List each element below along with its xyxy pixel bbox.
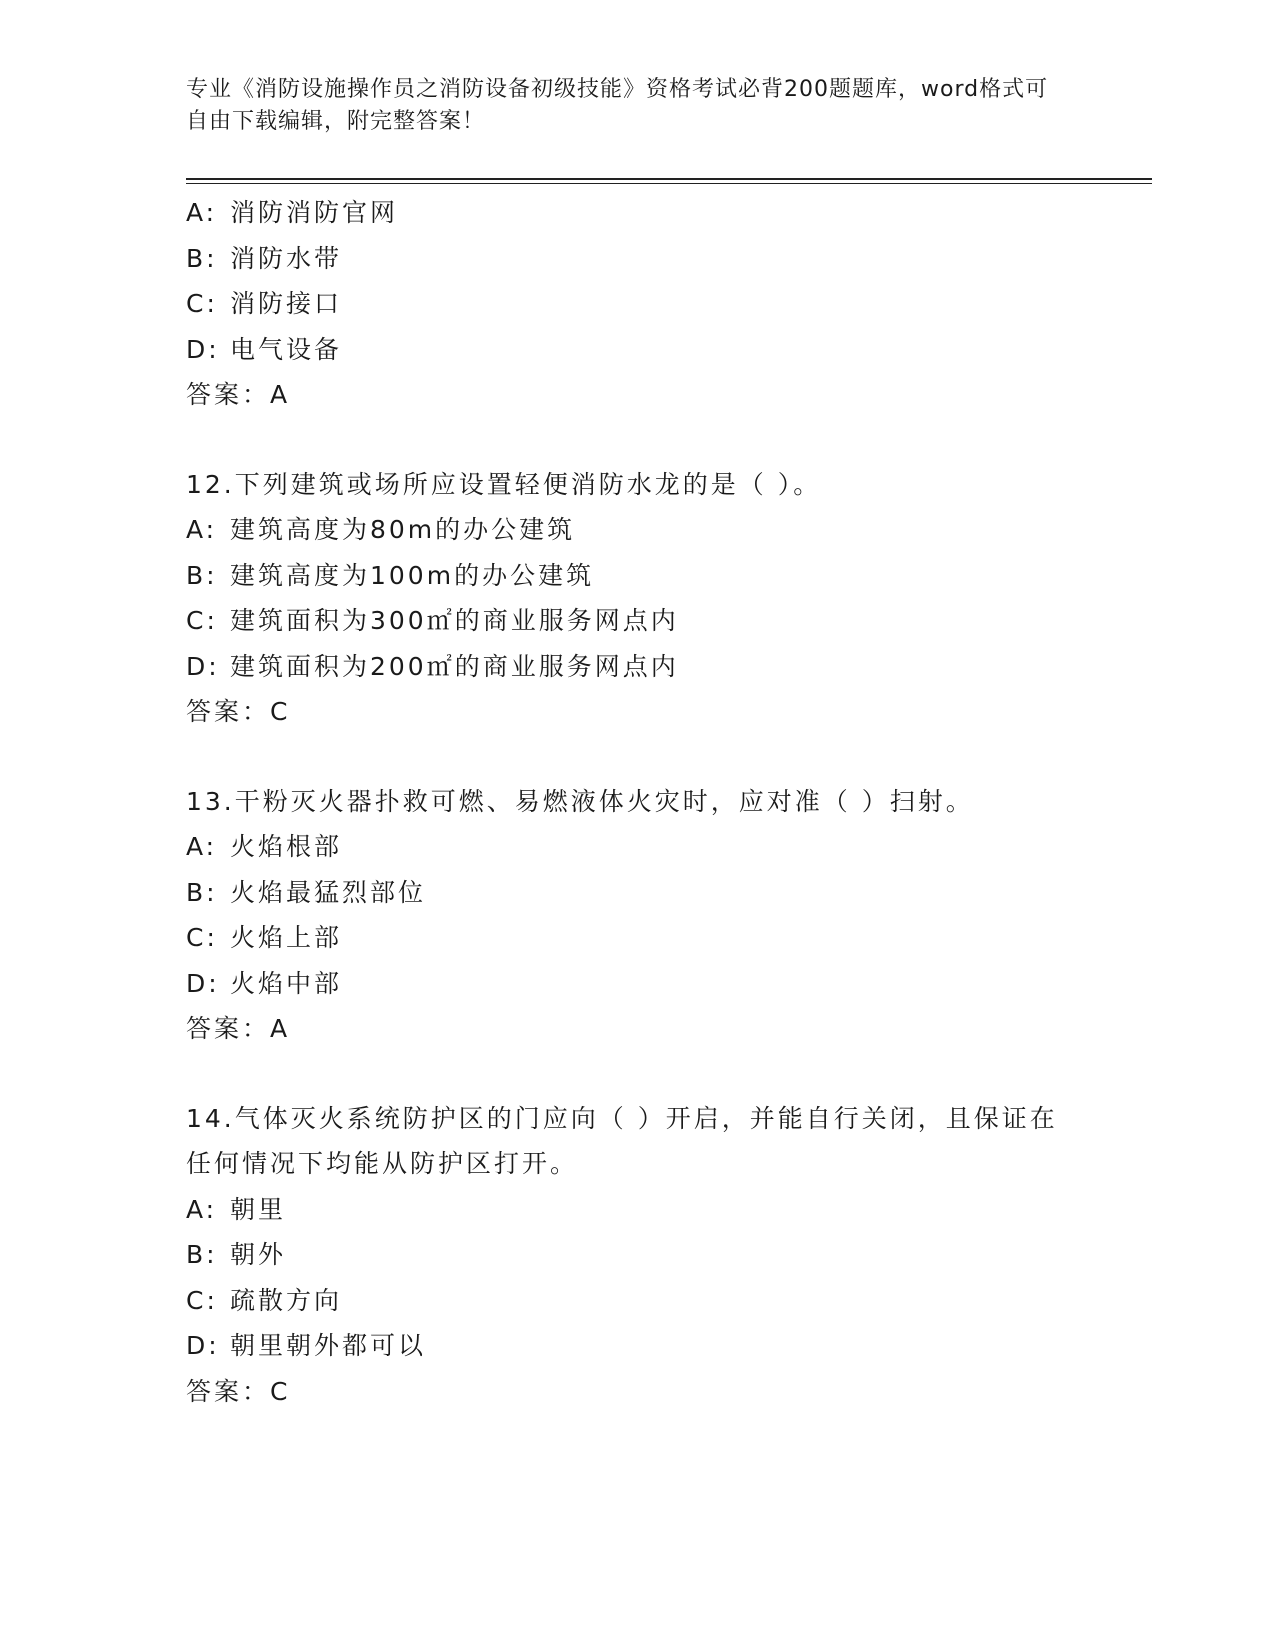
option-d: D: 电气设备	[186, 334, 343, 364]
option-d: D: 朝里朝外都可以	[186, 1331, 427, 1360]
option-a: A: 朝里	[186, 1194, 287, 1224]
header-divider-thin	[186, 183, 1152, 184]
question-item	[186, 779, 1086, 1052]
option-b: B: 朝外	[186, 1240, 287, 1269]
option-a: A: 建筑高度为80m的办公建筑	[186, 515, 576, 544]
option-b: B: 建筑高度为100m的办公建筑	[186, 560, 595, 590]
answer-line: 答案：A	[186, 380, 291, 409]
option-c: C: 疏散方向	[186, 1285, 343, 1315]
option-b: B: 消防水带	[186, 243, 343, 273]
option-c: C: 建筑面积为300㎡的商业服务网点内	[186, 606, 679, 635]
question-item	[186, 190, 1086, 418]
question-stem: 13.干粉灭火器扑救可燃、易燃液体火灾时，应对准（ ）扫射。	[186, 786, 974, 816]
header-divider	[186, 178, 1152, 180]
option-c: C: 火焰上部	[186, 923, 343, 952]
answer-line: 答案：A	[186, 1014, 291, 1043]
answer-line: 答案：C	[186, 1376, 291, 1406]
option-a: A: 消防消防官网	[186, 198, 399, 227]
question-item	[186, 1096, 1086, 1415]
option-d: D: 火焰中部	[186, 968, 343, 998]
document-intro: 专业《消防设施操作员之消防设备初级技能》资格考试必背200题题库，word格式可自由下载编辑，附完整答案！	[186, 77, 1049, 134]
option-b: B: 火焰最猛烈部位	[186, 877, 427, 907]
question-stem: 12.下列建筑或场所应设置轻便消防水龙的是（ ）。	[186, 469, 822, 499]
question-item	[186, 462, 1086, 735]
option-c: C: 消防接口	[186, 289, 343, 318]
question-list	[186, 190, 1086, 1414]
option-a: A: 火焰根部	[186, 832, 343, 861]
answer-line: 答案：C	[186, 697, 291, 726]
question-stem: 14.气体灭火系统防护区的门应向（ ）开启，并能自行关闭，且保证在任何情况下均能从防护区打开。	[186, 1103, 1058, 1178]
option-d: D: 建筑面积为200㎡的商业服务网点内	[186, 651, 679, 681]
